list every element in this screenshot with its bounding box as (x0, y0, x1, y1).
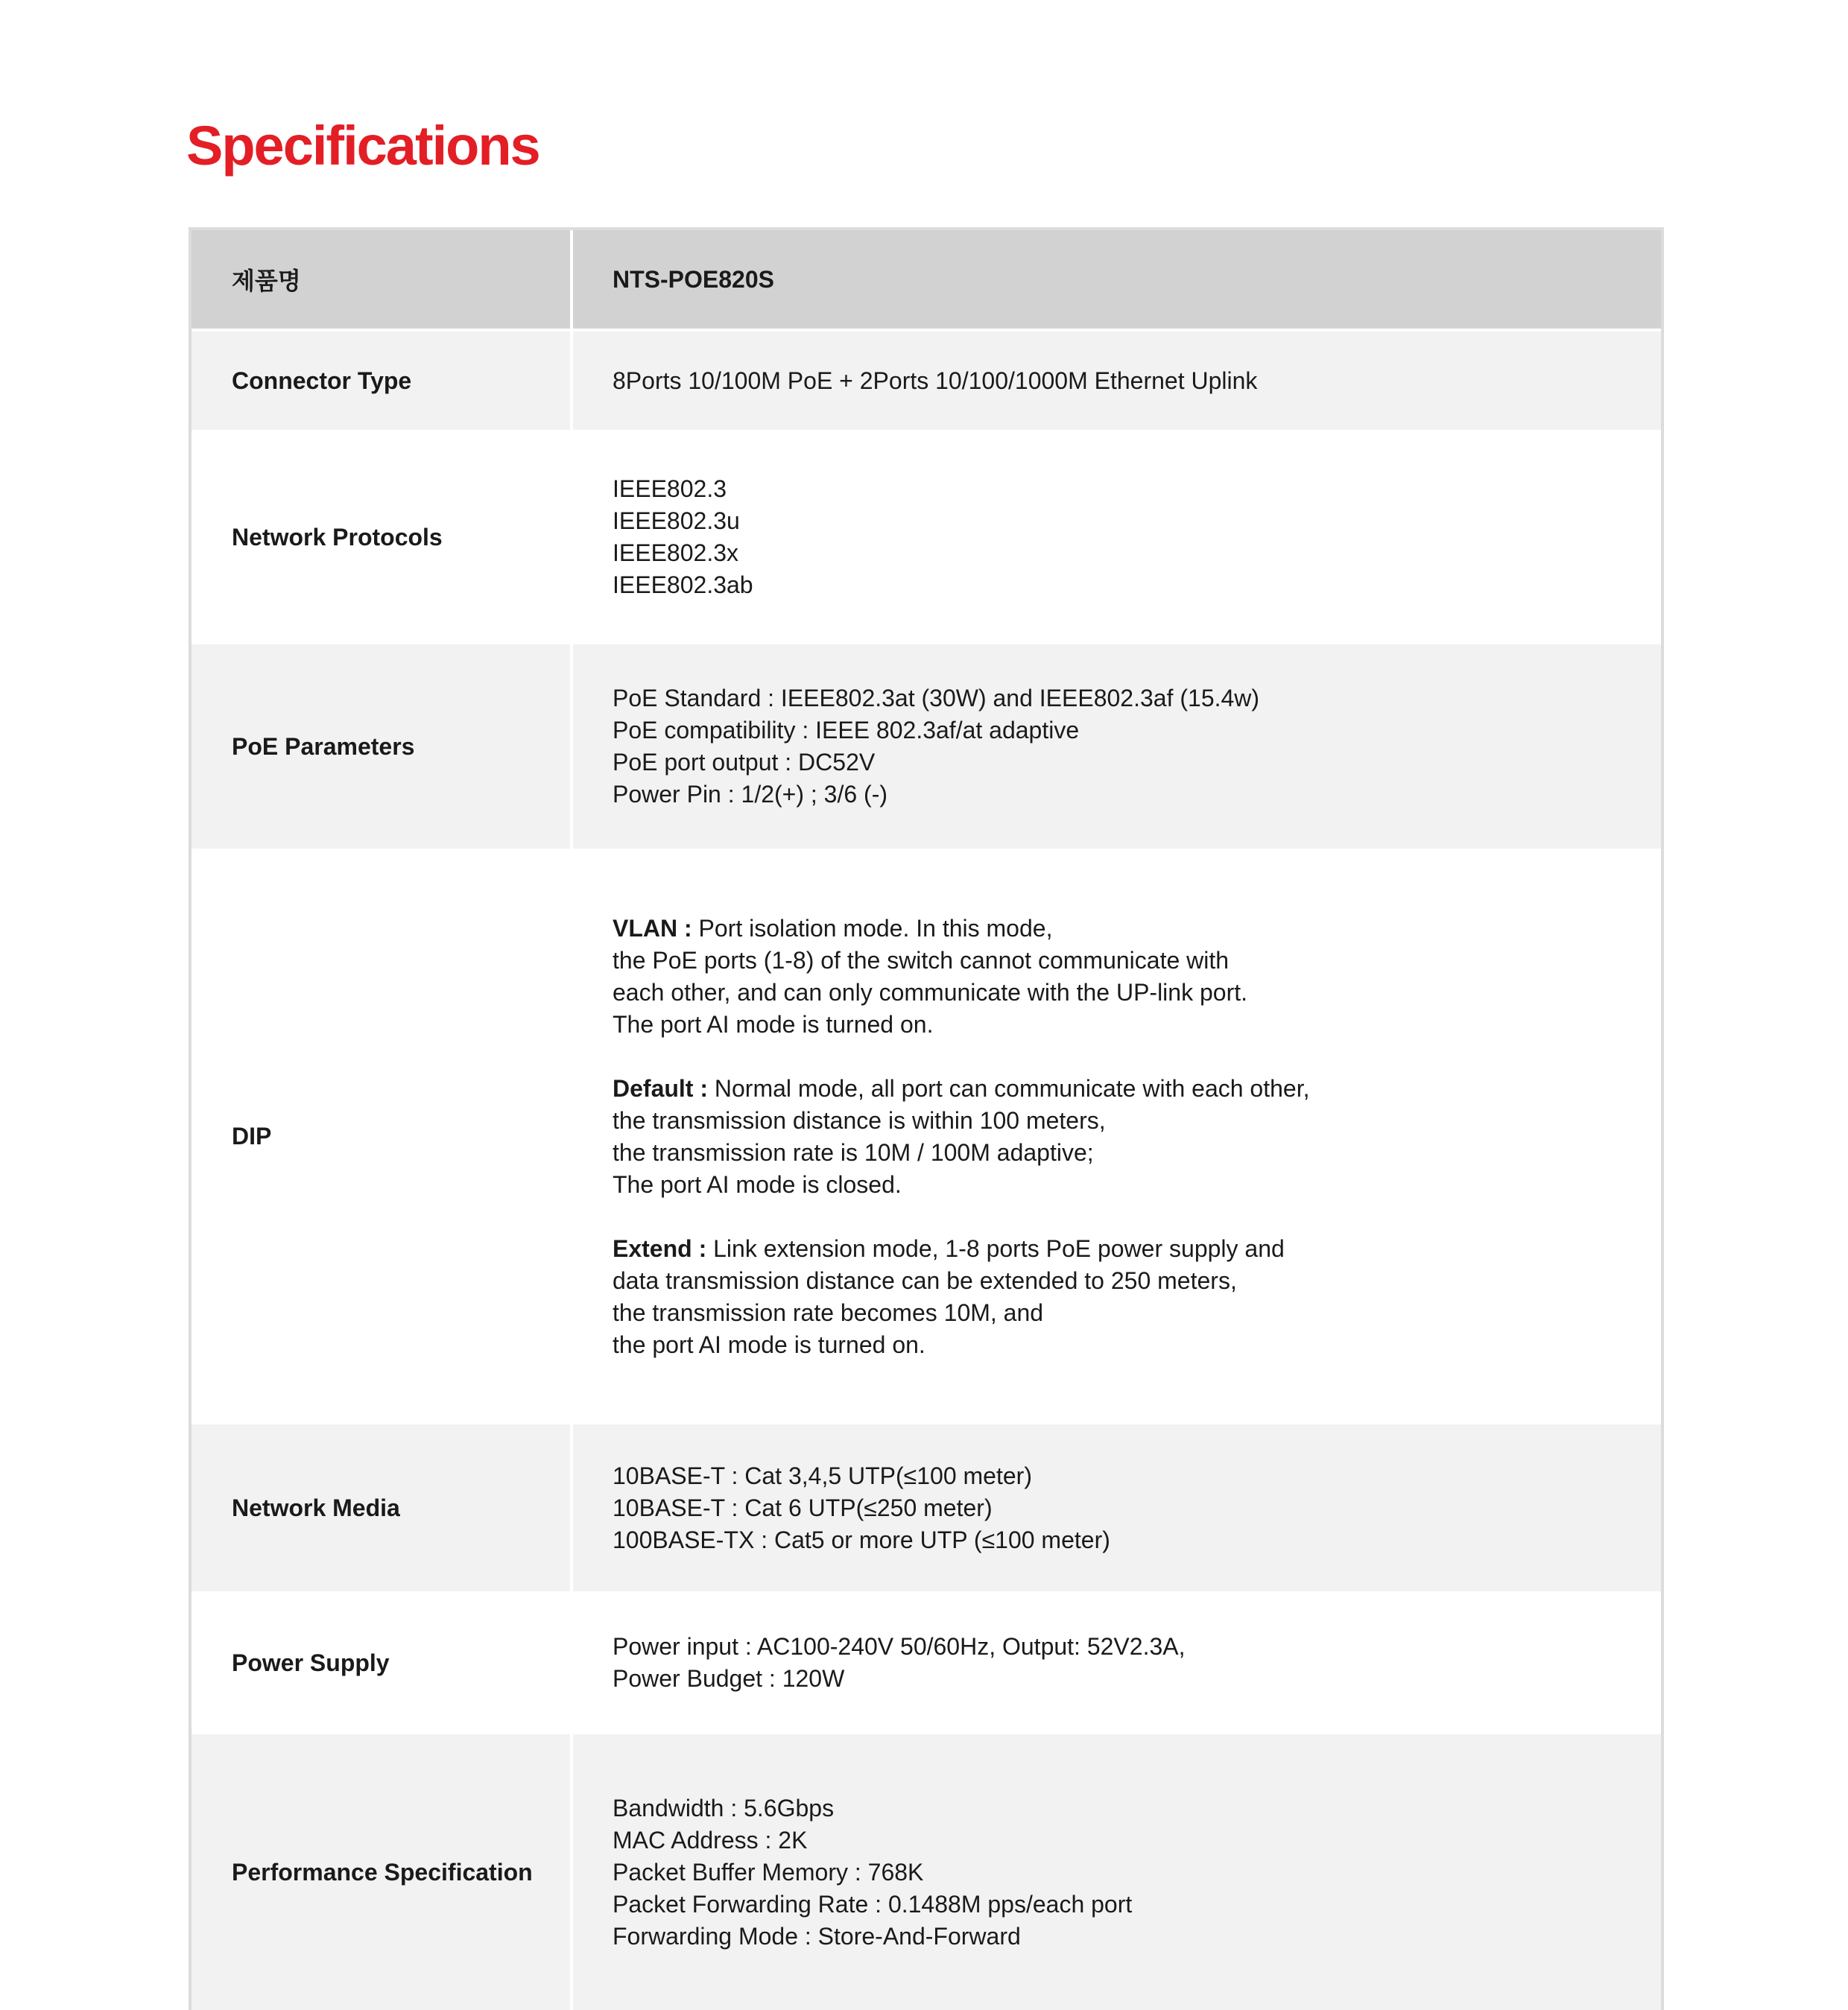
value-line: each other, and can only communicate with the UP-link port. (613, 978, 1247, 1006)
row-label: Network Protocols (192, 433, 573, 641)
spec-table (189, 227, 1664, 2010)
value-line: the PoE ports (1-8) of the switch cannot communicate with (613, 946, 1230, 974)
value-line: IEEE802.3 (613, 475, 727, 502)
row-value (573, 1594, 1661, 1731)
value-line: 10BASE-T : Cat 3,4,5 UTP(≤100 meter) (613, 1462, 1032, 1489)
value-line: Packet Forwarding Rate : 0.1488M pps/each port (613, 1890, 1133, 1918)
header-value: NTS-POE820S (613, 265, 774, 293)
value-line: the transmission rate becomes 10M, and (613, 1299, 1044, 1326)
value-line: Power Pin : 1/2(+) ; 3/6 (-) (613, 781, 888, 808)
row-label: PoE Parameters (192, 644, 573, 849)
value-line: the port AI mode is turned on. (613, 1331, 925, 1358)
value-line: The port AI mode is turned on. (613, 1010, 934, 1038)
row-value (573, 1424, 1661, 1591)
value-line: 100BASE-TX : Cat5 or more UTP (≤100 meter) (613, 1526, 1110, 1553)
table-row-poe-parameters (192, 644, 1661, 852)
value-line: Packet Buffer Memory : 768K (613, 1858, 924, 1886)
dip-mode-name: VLAN : (613, 914, 692, 942)
value-line: Normal mode, all port can communicate with each other, (708, 1074, 1310, 1102)
row-value (573, 433, 1661, 641)
value-line: the transmission distance is within 100 meters, (613, 1106, 1106, 1134)
table-row-power-supply (192, 1594, 1661, 1734)
dip-mode-name: Extend : (613, 1234, 707, 1262)
row-label: Performance Specification (192, 1734, 573, 2010)
row-value (573, 852, 1661, 1421)
value-line: Power Budget : 120W (613, 1665, 845, 1692)
table-row-dip (192, 852, 1661, 1424)
value-line: 10BASE-T : Cat 6 UTP(≤250 meter) (613, 1494, 993, 1521)
row-label: Power Supply (192, 1594, 573, 1731)
table-row-connector-type (192, 332, 1661, 433)
dip-default-paragraph (613, 1073, 1661, 1201)
dip-mode-name: Default : (613, 1074, 708, 1102)
table-row-network-protocols (192, 433, 1661, 644)
value-line: IEEE802.3x (613, 539, 738, 566)
value-line: IEEE802.3u (613, 507, 740, 534)
value-line: IEEE802.3ab (613, 571, 753, 598)
value-line: Forwarding Mode : Store-And-Forward (613, 1922, 1021, 1950)
value-line: Link extension mode, 1-8 ports PoE power supply and (706, 1234, 1285, 1262)
value-line: PoE compatibility : IEEE 802.3af/at adaptive (613, 717, 1080, 744)
value-line: Bandwidth : 5.6Gbps (613, 1794, 835, 1822)
value-line: 8Ports 10/100M PoE + 2Ports 10/100/1000M Ethernet Uplink (613, 367, 1258, 394)
value-line: PoE Standard : IEEE802.3at (30W) and IEEE802.3af (15.4w) (613, 685, 1260, 711)
row-value (573, 332, 1661, 430)
row-value (573, 644, 1661, 849)
header-label: 제품명 (192, 230, 573, 329)
table-row-network-media (192, 1424, 1661, 1594)
value-line: The port AI mode is closed. (613, 1170, 902, 1198)
dip-vlan-paragraph (613, 913, 1661, 1041)
row-label: Network Media (192, 1424, 573, 1591)
value-line: MAC Address : 2K (613, 1826, 808, 1854)
row-value (573, 1734, 1661, 2010)
value-line: Port isolation mode. In this mode, (692, 914, 1053, 942)
table-header-row (192, 230, 1661, 332)
dip-extend-paragraph (613, 1233, 1661, 1361)
page-title: Specifications (186, 115, 539, 177)
row-label: Connector Type (192, 332, 573, 430)
row-label: DIP (192, 852, 573, 1421)
value-line: PoE port output : DC52V (613, 749, 876, 776)
table-row-performance-specification (192, 1734, 1661, 2010)
value-line: data transmission distance can be extended to 250 meters, (613, 1266, 1237, 1294)
value-line: the transmission rate is 10M / 100M adaptive; (613, 1138, 1094, 1166)
value-line: Power input : AC100-240V 50/60Hz, Output: 52V2.3A, (613, 1633, 1186, 1660)
